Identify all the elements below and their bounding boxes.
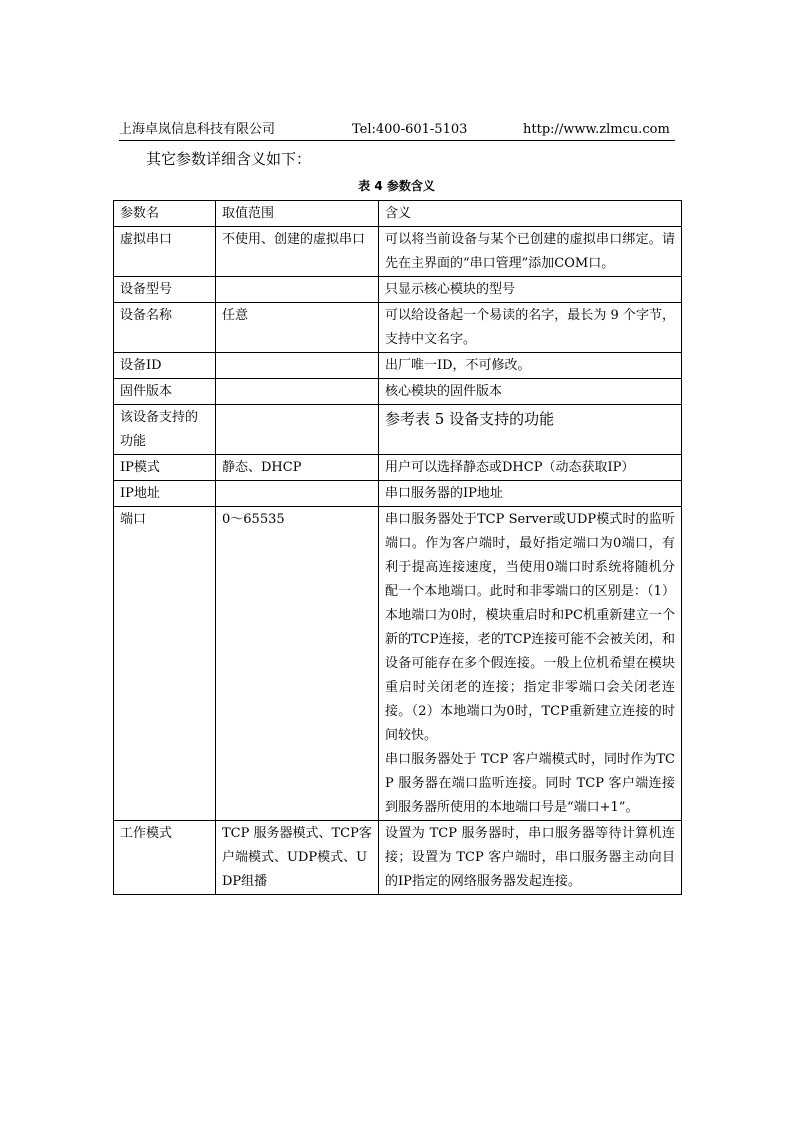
column-header-name: 参数名	[114, 201, 216, 227]
table-row	[114, 379, 682, 405]
table-caption: 表 4 参数含义	[358, 179, 435, 193]
intro-text: 其它参数详细含义如下：	[146, 150, 312, 168]
param-name: 设备型号	[114, 277, 216, 303]
table-row	[114, 277, 682, 303]
parameter-table	[113, 200, 682, 895]
table-row	[114, 455, 682, 481]
param-range: 不使用、创建的虚拟串口	[216, 227, 379, 277]
param-meaning: 参考表 5 设备支持的功能	[379, 405, 682, 455]
param-range: 静态、DHCP	[216, 455, 379, 481]
param-range	[216, 405, 379, 455]
param-meaning-continued: 串口服务器处于 TCP 客户端模式时，同时作为TCP 服务器在端口监听连接。同时 TCP 客户端连接到服务器所使用的本地端口号是“端口+1”。	[385, 752, 675, 815]
param-meaning: 串口服务器的IP地址	[379, 481, 682, 507]
column-header-range: 取值范围	[216, 201, 379, 227]
param-meaning: 可以将当前设备与某个已创建的虚拟串口绑定。请先在主界面的“串口管理”添加COM口。	[379, 227, 682, 277]
param-name: 该设备支持的功能	[114, 405, 216, 455]
param-range: TCP 服务器模式、TCP客户端模式、UDP模式、UDP组播	[216, 821, 379, 895]
param-meaning: 出厂唯一ID，不可修改。	[379, 353, 682, 379]
table-row	[114, 405, 682, 455]
param-name: IP地址	[114, 481, 216, 507]
table-row	[114, 353, 682, 379]
param-range	[216, 379, 379, 405]
param-name: 设备名称	[114, 303, 216, 353]
param-range	[216, 481, 379, 507]
param-meaning-cell	[379, 507, 682, 821]
page-header	[119, 120, 675, 141]
param-range	[216, 353, 379, 379]
table-header-row	[114, 201, 682, 227]
param-name: 虚拟串口	[114, 227, 216, 277]
param-meaning: 核心模块的固件版本	[379, 379, 682, 405]
param-range: 任意	[216, 303, 379, 353]
param-name: 设备ID	[114, 353, 216, 379]
table-row	[114, 227, 682, 277]
table-row	[114, 821, 682, 895]
param-meaning: 用户可以选择静态或DHCP（动态获取IP）	[379, 455, 682, 481]
param-range: 0～65535	[216, 507, 379, 821]
column-header-meaning: 含义	[379, 201, 682, 227]
param-name: 端口	[114, 507, 216, 821]
param-range	[216, 277, 379, 303]
param-meaning: 可以给设备起一个易读的名字，最长为 9 个字节，支持中文名字。	[379, 303, 682, 353]
table-row	[114, 481, 682, 507]
param-meaning: 串口服务器处于TCP Server或UDP模式时的监听端口。作为客户端时，最好指定端口为0端口，有利于提高连接速度，当使用0端口时系统将随机分配一个本地端口。此时和非零端口的区别是：（1）本地端口为0时，模块重启时和PC机重新建立一个新的TCP连接，老的TCP连接可能不会被关闭，和设备可能存在多个假连接。一般上位机希望在模块重启时关闭老的连接；指定非零端口会关闭老连接。（2）本地端口为0时，TCP重新建立连接的时间较快。	[385, 512, 675, 743]
param-meaning: 设置为 TCP 服务器时，串口服务器等待计算机连接；设置为 TCP 客户端时，串口服务器主动向目的IP指定的网络服务器发起连接。	[379, 821, 682, 895]
company-name: 上海卓岚信息科技有限公司	[119, 122, 276, 137]
param-name: IP模式	[114, 455, 216, 481]
param-name: 固件版本	[114, 379, 216, 405]
table-row	[114, 507, 682, 821]
telephone: Tel:400-601-5103	[352, 122, 468, 137]
param-meaning: 只显示核心模块的型号	[379, 277, 682, 303]
table-row	[114, 303, 682, 353]
website-url: http://www.zlmcu.com	[523, 122, 670, 137]
param-name: 工作模式	[114, 821, 216, 895]
